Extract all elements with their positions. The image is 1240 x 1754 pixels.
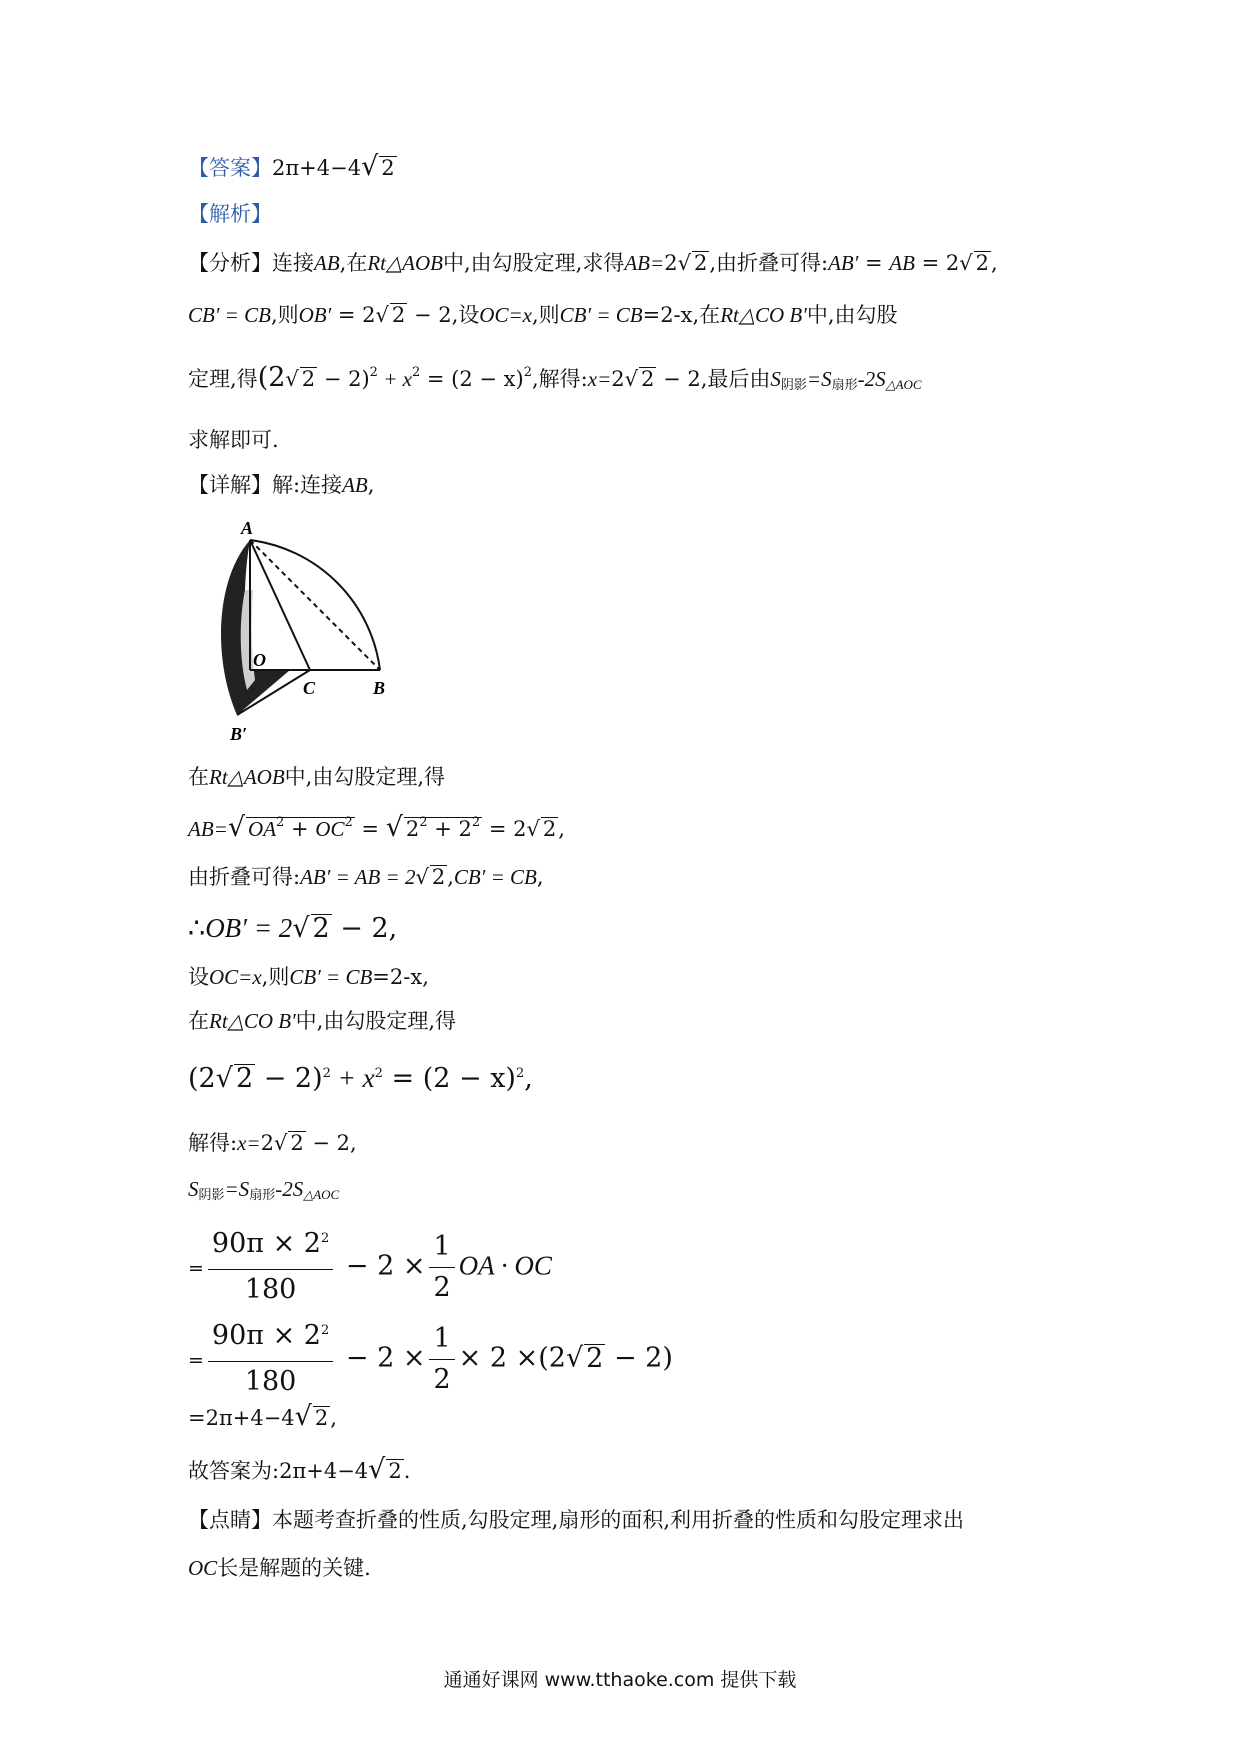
- step-4: [188, 913, 397, 944]
- answer-tag: 【答案】: [188, 156, 272, 180]
- analysis-line-3: [188, 363, 922, 398]
- frac-numerator: 90π × 2: [211, 1320, 321, 1351]
- math-eq: =: [188, 1349, 204, 1372]
- step-13: [188, 1455, 410, 1486]
- sqrt-arg: 2: [312, 913, 330, 944]
- sqrt-sign: √: [375, 303, 389, 327]
- sqrt-arg: 2: [431, 865, 446, 889]
- analysis-text: ,解得:: [532, 367, 588, 391]
- math-minus: − 2: [656, 367, 701, 391]
- analysis-text: ,则: [270, 303, 299, 327]
- sqrt-arg: 2: [693, 251, 708, 275]
- math-exponent: 2: [515, 1066, 525, 1081]
- frac-numerator: 1: [429, 1319, 454, 1360]
- step-text: ,: [558, 817, 565, 841]
- detail-text: 解:连接: [272, 473, 343, 497]
- sqrt-sign: √: [292, 913, 310, 944]
- math-rt: Rt: [367, 251, 387, 275]
- analysis-text: ,在: [692, 303, 721, 327]
- label-c: C: [303, 678, 316, 698]
- step-text: 中,由勾股定理,得: [295, 1009, 457, 1033]
- step-text: 在: [188, 1009, 209, 1033]
- math-obp: OB′: [298, 303, 332, 327]
- sqrt-sign: √: [959, 251, 973, 275]
- sqrt-arg: 2: [388, 1459, 402, 1483]
- math-ab-eq: AB=: [624, 251, 665, 275]
- math-oc: OC: [188, 1556, 218, 1580]
- step-text: 故答案为:: [188, 1459, 280, 1483]
- math-exponent: 2: [321, 1323, 330, 1338]
- math-expr: =2π+4−4: [188, 1406, 295, 1430]
- sqrt-arg: 2: [290, 1131, 304, 1155]
- math-s: =S: [806, 367, 832, 391]
- math-exponent: 2: [523, 365, 532, 380]
- jiexi-tag: 【解析】: [188, 202, 272, 226]
- math-expr: CB′ = CB: [289, 965, 373, 989]
- step-1: [188, 762, 445, 792]
- math-triangle: △CO B′: [227, 1009, 296, 1033]
- math-triangle: △AOB: [227, 765, 285, 789]
- math-eq: =: [188, 1257, 204, 1280]
- fraction-half: [429, 1227, 454, 1308]
- math-ab: AB: [342, 473, 368, 497]
- segment-ab-dashed: [250, 540, 380, 670]
- math-num: 2: [405, 817, 420, 841]
- analysis-tag: 【分析】: [188, 251, 272, 275]
- math-ab-eq: AB=: [188, 817, 228, 841]
- math-expr: (2: [257, 362, 286, 393]
- math-sub: 阴影: [198, 1188, 225, 1203]
- sqrt-arg: 2: [975, 251, 990, 275]
- math-minus: − 2: [407, 303, 452, 327]
- sqrt-arg: 2: [542, 817, 557, 841]
- step-text: 解得:: [188, 1131, 238, 1155]
- math-expr: 2π+4−4: [279, 1459, 369, 1483]
- math-oc-x: OC=x: [479, 303, 532, 327]
- sqrt-sign: √: [361, 151, 379, 182]
- geometry-figure: [195, 520, 405, 750]
- sqrt-sign: √: [273, 1131, 288, 1155]
- math-triangle: △AOB: [386, 251, 443, 275]
- answer-sqrt-arg: 2: [381, 156, 395, 180]
- step-text: ,: [447, 865, 454, 889]
- math-sub: 扇形: [831, 378, 858, 393]
- sqrt-arg: 2: [301, 367, 316, 391]
- math-expr: CB′ = CB: [453, 865, 537, 889]
- step-text: .: [403, 1459, 411, 1483]
- math-rt: Rt: [209, 765, 228, 789]
- step-2: [188, 813, 565, 844]
- math-exponent: 2: [322, 1066, 331, 1081]
- math-eq: = 2: [482, 817, 527, 841]
- sqrt-sign: √: [565, 1342, 584, 1374]
- step-10: [188, 1224, 552, 1310]
- step-9: [188, 1174, 339, 1208]
- math-num: 2: [260, 1131, 274, 1155]
- detail-line: [188, 470, 374, 500]
- math-num: 2: [611, 367, 625, 391]
- frac-numerator: 90π × 2: [211, 1228, 321, 1259]
- math-exponent: 2: [321, 1231, 330, 1246]
- math-expr: = (2 − x): [420, 367, 524, 391]
- step-text: 中,由勾股定理,得: [284, 765, 446, 789]
- math-oa: OA: [248, 817, 277, 841]
- dianjing-text: 本题考查折叠的性质,勾股定理,扇形的面积,利用折叠的性质和勾股定理求出: [272, 1508, 965, 1532]
- math-expr: − 2): [317, 367, 370, 391]
- answer-expr: 2π+4−4: [272, 156, 362, 180]
- sqrt-sign: √: [227, 812, 246, 843]
- jiexi-line: [188, 199, 272, 229]
- math-ab: AB: [314, 251, 340, 275]
- step-text: ,: [524, 1063, 533, 1094]
- step-text: 由折叠可得:: [188, 865, 301, 889]
- math-expr: AB′ = AB = 2: [300, 865, 416, 889]
- math-expr: + x: [377, 367, 412, 391]
- step-text: 在: [188, 765, 209, 789]
- step-text: ,: [536, 865, 544, 889]
- math-expr: − 2 ×: [337, 1250, 426, 1282]
- math-num: 2: [664, 251, 678, 275]
- math-eq: =: [858, 251, 890, 275]
- math-expr: − 2,: [305, 1131, 357, 1155]
- frac-denominator: 2: [433, 1363, 451, 1395]
- dianjing-line-1: [188, 1505, 964, 1535]
- math-eq: =: [354, 817, 386, 841]
- sqrt-arg: 2: [586, 1342, 604, 1374]
- sqrt-sign: √: [624, 367, 639, 391]
- sqrt-arg: 2: [235, 1063, 254, 1094]
- math-sub: △AOC: [885, 377, 922, 392]
- step-text: ,: [330, 1406, 337, 1430]
- analysis-line-1: 【分析】连接AB,在Rt△AOB中,由勾股定理,求得AB=2√ 2,由折叠可得:AB′ = AB = 2√ 2,: [188, 251, 998, 275]
- math-s: -2S: [857, 367, 886, 391]
- math-exponent: 2: [344, 815, 353, 830]
- math-x: x=: [587, 367, 612, 391]
- detail-text: ,: [367, 473, 375, 497]
- page-footer: 通通好课网 www.tthaoke.com 提供下载: [443, 1669, 797, 1691]
- step-12: [188, 1402, 337, 1433]
- sqrt-sign: √: [285, 367, 299, 391]
- math-abp: AB′: [828, 251, 859, 275]
- analysis-text: ,则: [531, 303, 560, 327]
- analysis-text: ,在: [339, 251, 368, 275]
- math-cbp-cb: CB′ = CB: [559, 303, 643, 327]
- math-plus: +: [284, 817, 316, 841]
- math-oc: OC: [315, 817, 345, 841]
- label-a: A: [241, 520, 254, 538]
- fraction: [208, 1316, 333, 1402]
- math-expr: − 2): [255, 1063, 323, 1094]
- math-s: -2S: [275, 1177, 304, 1201]
- label-b: B: [373, 678, 386, 698]
- detail-tag: 【详解】: [188, 473, 272, 497]
- math-expr: − 2,: [331, 913, 398, 944]
- math-exponent: 2: [411, 365, 421, 380]
- answer-line: [188, 152, 397, 183]
- math-s: S: [188, 1177, 199, 1201]
- dianjing-line-2: [188, 1553, 371, 1583]
- sqrt-sign: √: [677, 251, 691, 275]
- math-exponent: 2: [276, 815, 285, 830]
- analysis-text: 中,由勾股定理,求得: [443, 251, 625, 275]
- sqrt-sign: √: [415, 865, 429, 889]
- sqrt-sign: √: [215, 1063, 233, 1094]
- step-5: [188, 962, 429, 992]
- frac-denominator: 2: [433, 1271, 451, 1303]
- dianjing-tag: 【点睛】: [188, 1508, 272, 1532]
- fraction: [208, 1224, 333, 1310]
- math-expr: =2-x,: [372, 965, 429, 989]
- dianjing-text: 长是解题的关键.: [217, 1556, 371, 1580]
- math-cbp-cb: CB′ = CB: [188, 303, 271, 327]
- step-8: [188, 1128, 357, 1158]
- math-expr: × 2 ×: [458, 1342, 539, 1374]
- label-o: O: [253, 650, 266, 670]
- sqrt-sign: √: [294, 1401, 312, 1432]
- step-3: [188, 862, 544, 892]
- analysis-line-2: [188, 300, 898, 330]
- fraction-half: [429, 1319, 454, 1400]
- math-exponent: 2: [419, 815, 428, 830]
- math-expr: =2-x: [642, 303, 693, 327]
- analysis-line-4: [188, 425, 279, 455]
- math-expr: (2: [538, 1342, 566, 1374]
- math-expr: OB′ = 2: [205, 913, 293, 943]
- sqrt-arg: 2: [314, 1406, 329, 1430]
- math-s: =S: [224, 1177, 250, 1201]
- therefore-symbol: ∴: [188, 913, 206, 944]
- math-exponent: 2: [369, 365, 378, 380]
- math-triangle: △CO B′: [738, 303, 807, 327]
- step-7: [188, 1063, 533, 1099]
- sqrt-sign: √: [368, 1454, 386, 1485]
- analysis-text: 中,由勾股: [806, 303, 898, 327]
- sqrt-sign: √: [385, 812, 403, 843]
- math-sub: 扇形: [249, 1188, 276, 1203]
- math-expr: (2: [188, 1063, 216, 1094]
- math-sub: 阴影: [780, 378, 807, 393]
- math-expr: + x: [330, 1063, 375, 1093]
- step-text: 设: [188, 965, 209, 989]
- analysis-text: ,由折叠可得:: [709, 251, 829, 275]
- math-exponent: 2: [471, 815, 481, 830]
- math-eq: = 2: [914, 251, 960, 275]
- math-expr: OC=x: [209, 965, 262, 989]
- math-rt: Rt: [209, 1009, 228, 1033]
- math-sub: △AOC: [303, 1187, 340, 1202]
- math-exponent: 2: [374, 1066, 383, 1081]
- step-11: [188, 1316, 673, 1402]
- analysis-text: ,最后由: [700, 367, 771, 391]
- sqrt-arg: 2: [391, 303, 406, 327]
- math-eq: = 2: [331, 303, 376, 327]
- sqrt-arg: 2: [641, 367, 655, 391]
- analysis-text: 连接: [272, 251, 314, 275]
- math-num: + 2: [427, 817, 472, 841]
- analysis-text: 定理,得: [188, 367, 258, 391]
- math-x: x=: [237, 1131, 261, 1155]
- math-expr: OA · OC: [458, 1250, 552, 1281]
- math-expr: = (2 − x): [382, 1063, 516, 1094]
- sqrt-sign: √: [526, 817, 540, 841]
- analysis-text: 求解即可.: [188, 428, 279, 452]
- math-s: S: [770, 367, 781, 391]
- math-expr: − 2): [605, 1342, 673, 1374]
- math-expr: − 2 ×: [337, 1342, 426, 1374]
- label-b-prime: B′: [230, 724, 248, 744]
- frac-numerator: 1: [429, 1227, 454, 1268]
- analysis-text: ,设: [451, 303, 480, 327]
- step-text: ,则: [261, 965, 290, 989]
- math-ab: AB: [889, 251, 915, 275]
- step-6: [188, 1006, 456, 1036]
- math-rt: Rt: [720, 303, 739, 327]
- frac-denominator: 180: [244, 1366, 297, 1397]
- frac-denominator: 180: [244, 1274, 297, 1305]
